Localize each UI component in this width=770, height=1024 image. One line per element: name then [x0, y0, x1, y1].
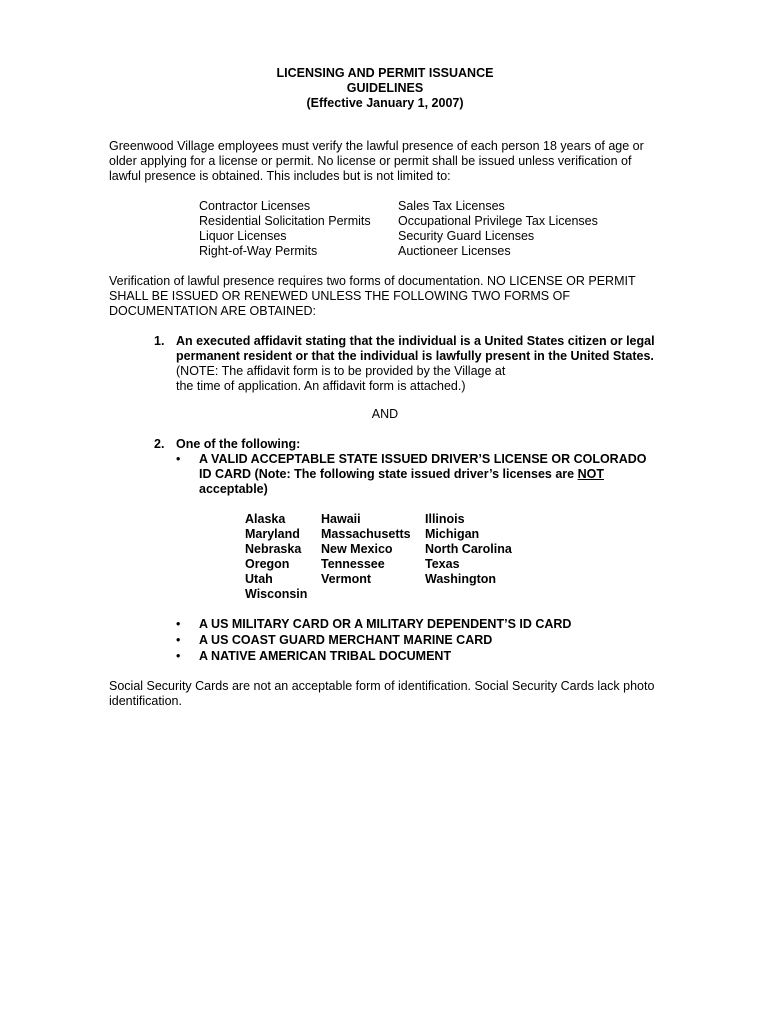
- title-line-2: GUIDELINES: [346, 81, 424, 95]
- item-1-note-line-2: the time of application. An affidavit form is attached.): [176, 379, 466, 393]
- not-emphasis: NOT: [577, 467, 604, 481]
- bullet-1-line-2: [199, 467, 646, 482]
- license-item: Auctioneer Licenses: [398, 244, 511, 258]
- item-1-note-line-1: (NOTE: The affidavit form is to be provided by the Village at: [176, 364, 506, 378]
- item-1-number: 1.: [154, 334, 165, 348]
- title-line-3: (Effective January 1, 2007): [306, 96, 464, 110]
- item-2-heading: One of the following:: [176, 437, 301, 451]
- item-1-bold-line-2: permanent resident or that the individual is lawfully present in the United States.: [176, 349, 654, 363]
- state-name: Hawaii: [321, 512, 361, 526]
- state-name: Utah: [245, 572, 273, 586]
- and-separator: AND: [371, 407, 399, 421]
- state-name: Tennessee: [321, 557, 385, 571]
- bullet-1-line-2-text: ID CARD (Note: The following state issued driver’s licenses are: [199, 467, 578, 481]
- license-item: Right-of-Way Permits: [199, 244, 318, 258]
- license-item: Sales Tax Licenses: [398, 199, 505, 213]
- license-item: Residential Solicitation Permits: [199, 214, 371, 228]
- intro-line-3: lawful presence is obtained. This includes but is not limited to:: [109, 169, 451, 183]
- bullet-icon: •: [176, 649, 181, 663]
- states-column-3: [425, 512, 512, 587]
- license-item: Liquor Licenses: [199, 229, 287, 243]
- state-name: Vermont: [321, 572, 372, 586]
- closing-line-1: Social Security Cards are not an acceptable form of identification. Social Security Cards lack photo: [109, 679, 655, 693]
- document-title: [0, 66, 770, 111]
- state-name: Washington: [425, 572, 497, 586]
- state-name: Oregon: [245, 557, 290, 571]
- bullet-2-text: A US MILITARY CARD OR A MILITARY DEPENDENT’S ID CARD: [199, 617, 572, 631]
- license-item: Occupational Privilege Tax Licenses: [398, 214, 598, 228]
- license-list-right: [398, 199, 598, 259]
- state-name: Wisconsin: [245, 587, 308, 601]
- bullet-icon: •: [176, 452, 181, 466]
- intro-line-1: Greenwood Village employees must verify the lawful presence of each person 18 years of age or: [109, 139, 644, 153]
- state-name: North Carolina: [425, 542, 512, 556]
- state-name: Alaska: [245, 512, 286, 526]
- state-name: Massachusetts: [321, 527, 411, 541]
- state-name: Nebraska: [245, 542, 302, 556]
- item-1-text: [176, 334, 655, 394]
- verification-line-2: SHALL BE ISSUED OR RENEWED UNLESS THE FOLLOWING TWO FORMS OF: [109, 289, 570, 303]
- title-line-1: LICENSING AND PERMIT ISSUANCE: [276, 66, 494, 80]
- state-name: Maryland: [245, 527, 300, 541]
- bullet-3-text: A US COAST GUARD MERCHANT MARINE CARD: [199, 633, 493, 647]
- bullet-1-line-1: A VALID ACCEPTABLE STATE ISSUED DRIVER’S LICENSE OR COLORADO: [199, 452, 647, 466]
- verification-line-3: DOCUMENTATION ARE OBTAINED:: [109, 304, 316, 318]
- bullet-icon: •: [176, 617, 181, 631]
- bullet-icon: •: [176, 633, 181, 647]
- bullet-1-text: [199, 452, 646, 497]
- intro-line-2: older applying for a license or permit. No license or permit shall be issued unless verification of: [109, 154, 632, 168]
- closing-paragraph: [109, 679, 669, 709]
- closing-line-2: identification.: [109, 694, 182, 708]
- states-column-1: [245, 512, 307, 602]
- verification-line-1: Verification of lawful presence requires two forms of documentation. NO LICENSE OR PERMIT: [109, 274, 636, 288]
- state-name: New Mexico: [321, 542, 393, 556]
- states-column-2: [321, 512, 411, 587]
- state-name: Illinois: [425, 512, 465, 526]
- state-name: Texas: [425, 557, 460, 571]
- license-list-left: [199, 199, 371, 259]
- license-item: Security Guard Licenses: [398, 229, 535, 243]
- license-item: Contractor Licenses: [199, 199, 311, 213]
- intro-paragraph: [109, 139, 669, 184]
- item-1-bold-line-1: An executed affidavit stating that the individual is a United States citizen or legal: [176, 334, 655, 348]
- verification-paragraph: [109, 274, 669, 319]
- bullet-4-text: A NATIVE AMERICAN TRIBAL DOCUMENT: [199, 649, 452, 663]
- bullet-1-line-3: acceptable): [199, 482, 268, 496]
- state-name: Michigan: [425, 527, 480, 541]
- item-2-number: 2.: [154, 437, 165, 451]
